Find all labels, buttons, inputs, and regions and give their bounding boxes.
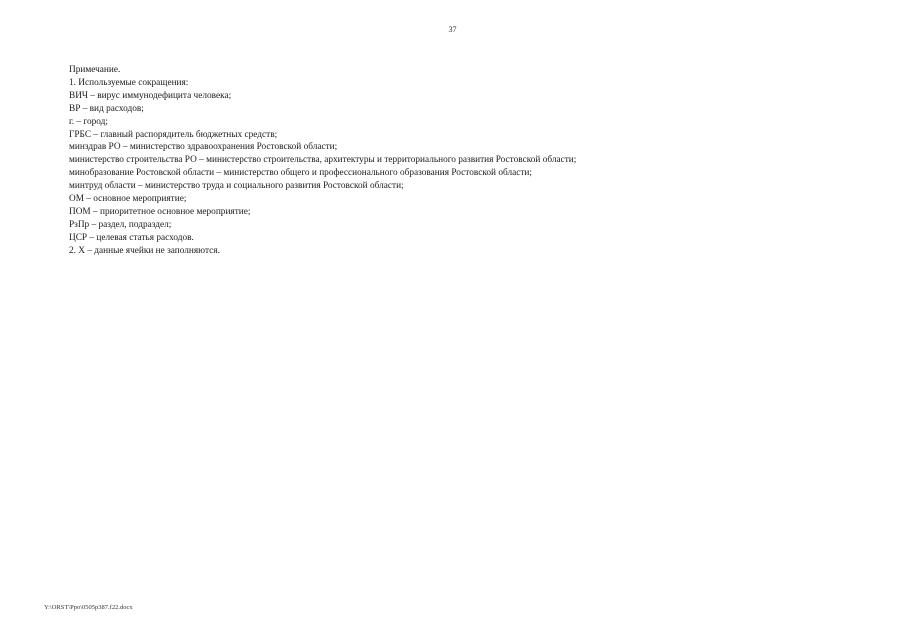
abbreviation-item: ПОМ – приоритетное основное мероприятие; xyxy=(69,206,251,217)
abbreviation-item: ГРБС – главный распорядитель бюджетных средств; xyxy=(69,129,278,140)
page-number: 37 xyxy=(448,25,457,34)
note-heading: Примечание. xyxy=(69,65,121,75)
abbreviation-item: РзПр – раздел, подраздел; xyxy=(69,219,172,230)
note-block xyxy=(69,64,849,258)
abbreviation-item: ВР – вид расходов; xyxy=(69,103,144,114)
abbreviation-item: минздрав РО – министерство здравоохранения Ростовской области; xyxy=(69,142,338,153)
empty-cells-note: 2. Х – данные ячейки не заполняются. xyxy=(69,245,220,256)
abbreviation-item: министерство строительства РО – министерство строительства, архитектуры и территориального развития Ростовской области; xyxy=(69,155,577,166)
abbreviation-item: г. – город; xyxy=(69,116,108,127)
abbreviation-item: минобразование Ростовской области – министерство общего и профессионального образования Ростовской области; xyxy=(69,168,532,179)
footer-file-path: Y:\ORST\Ppo\0505p387.f22.docx xyxy=(44,604,133,611)
abbreviation-item: минтруд области – министерство труда и социального развития Ростовской области; xyxy=(69,181,404,192)
abbreviations-heading: 1. Используемые сокращения: xyxy=(69,77,189,88)
abbreviation-item: ВИЧ – вирус иммунодефицита человека; xyxy=(69,90,232,101)
abbreviation-item: ОМ – основное мероприятие; xyxy=(69,194,187,205)
abbreviation-item: ЦСР – целевая статья расходов. xyxy=(69,232,194,243)
